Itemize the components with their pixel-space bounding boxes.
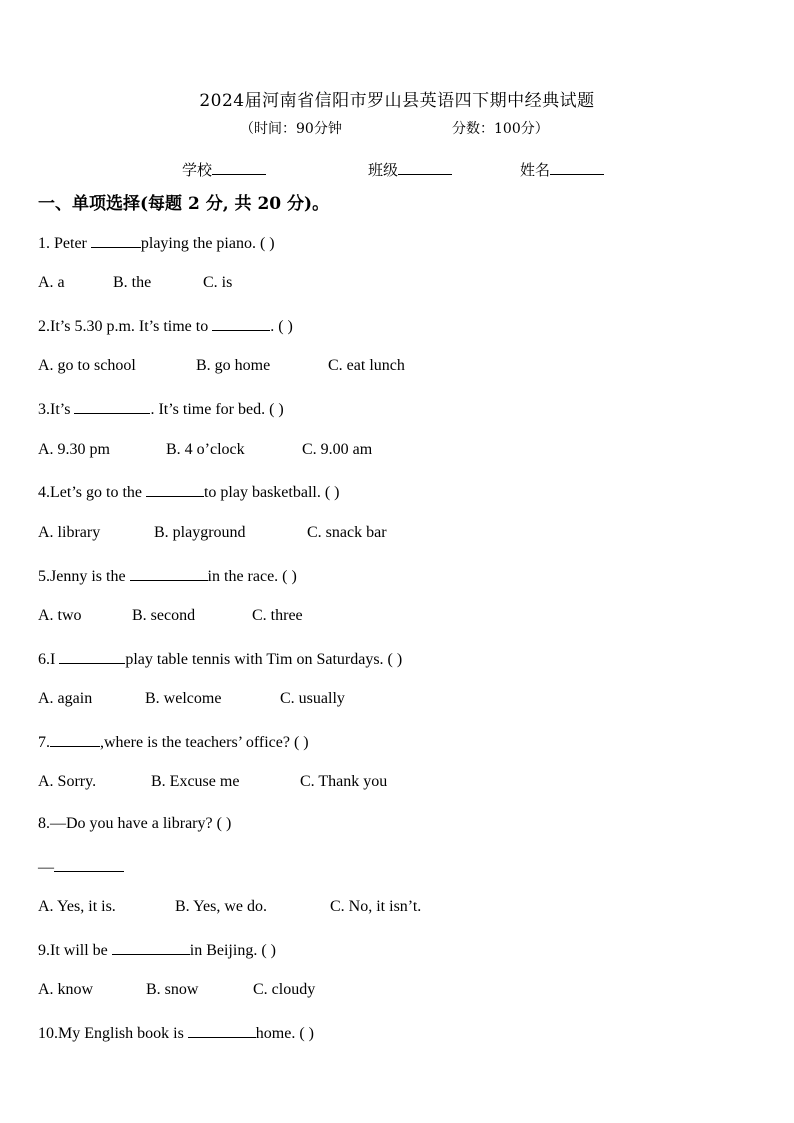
option-c: C. usually bbox=[280, 690, 345, 707]
question-text: to play basketball. ( ) bbox=[203, 484, 340, 501]
question-text: ,where is the teachers’ office? ( ) bbox=[100, 734, 309, 751]
section-title: 一、单项选择(每题 2 分, 共 20 分)。 bbox=[38, 194, 330, 214]
option-a: A. 9.30 pm bbox=[38, 441, 110, 458]
question-9 bbox=[38, 940, 276, 960]
option-c: C. is bbox=[203, 274, 233, 291]
answer-dash: — bbox=[38, 859, 54, 876]
question-text: in Beijing. ( ) bbox=[189, 942, 276, 959]
class-field bbox=[368, 159, 452, 180]
question-10 bbox=[38, 1023, 314, 1043]
name-blank bbox=[550, 160, 604, 175]
option-b: B. Excuse me bbox=[151, 773, 240, 790]
option-a: A. library bbox=[38, 524, 101, 541]
name-field bbox=[520, 159, 604, 180]
option-a: A. know bbox=[38, 981, 94, 998]
school-label: 学校 bbox=[182, 161, 213, 179]
question-2 bbox=[38, 316, 293, 336]
question-6 bbox=[38, 649, 402, 669]
option-b: B. go home bbox=[196, 357, 271, 374]
option-b: B. the bbox=[113, 274, 152, 291]
option-c: C. eat lunch bbox=[328, 357, 405, 374]
option-a: A. go to school bbox=[38, 357, 136, 374]
option-b: B. second bbox=[132, 607, 196, 624]
question-3 bbox=[38, 399, 284, 419]
question-text: home. ( ) bbox=[255, 1025, 314, 1042]
answer-blank bbox=[146, 482, 204, 497]
school-field bbox=[182, 159, 266, 180]
question-text: playing the piano. ( ) bbox=[140, 235, 275, 252]
option-c: C. No, it isn’t. bbox=[330, 898, 422, 915]
question-text: play table tennis with Tim on Saturdays. ( ) bbox=[125, 651, 403, 668]
option-a: A. again bbox=[38, 690, 93, 707]
option-b: B. 4 o’clock bbox=[166, 441, 245, 458]
question-text: 10.My English book is bbox=[38, 1025, 188, 1042]
question-text: 2.It’s 5.30 p.m. It’s time to bbox=[38, 318, 213, 335]
question-text: . ( ) bbox=[270, 318, 293, 335]
answer-blank bbox=[112, 940, 190, 955]
question-7 bbox=[38, 732, 309, 752]
option-c: C. cloudy bbox=[253, 981, 316, 998]
question-1 bbox=[38, 233, 275, 253]
question-text: 3.It’s bbox=[38, 401, 75, 418]
option-c: C. snack bar bbox=[307, 524, 387, 541]
question-text: 4.Let’s go to the bbox=[38, 484, 146, 501]
option-b: B. welcome bbox=[145, 690, 222, 707]
question-text: 6.I bbox=[38, 651, 60, 668]
question-text: 5.Jenny is the bbox=[38, 568, 130, 585]
question-text: 8.—Do you have a library? ( ) bbox=[38, 815, 232, 832]
option-b: B. snow bbox=[146, 981, 199, 998]
exam-time: （时间：90分钟 bbox=[240, 121, 342, 137]
option-a: A. Yes, it is. bbox=[38, 898, 116, 915]
answer-line bbox=[38, 857, 124, 877]
name-label: 姓名 bbox=[520, 161, 551, 179]
question-text: in the race. ( ) bbox=[207, 568, 297, 585]
question-5 bbox=[38, 566, 297, 586]
question-text: 9.It will be bbox=[38, 942, 112, 959]
exam-score: 分数：100分） bbox=[452, 121, 549, 137]
question-4 bbox=[38, 482, 340, 502]
option-b: B. playground bbox=[154, 524, 246, 541]
option-c: C. three bbox=[252, 607, 303, 624]
option-c: C. Thank you bbox=[300, 773, 388, 790]
answer-blank bbox=[50, 732, 100, 747]
answer-blank bbox=[130, 566, 208, 581]
option-c: C. 9.00 am bbox=[302, 441, 373, 458]
answer-blank bbox=[212, 316, 270, 331]
question-text: 7. bbox=[38, 734, 50, 751]
question-text: 1. Peter bbox=[38, 235, 91, 252]
question-text: . It’s time for bed. ( ) bbox=[150, 401, 284, 418]
answer-blank bbox=[59, 649, 125, 664]
answer-blank bbox=[74, 399, 150, 414]
class-label: 班级 bbox=[368, 161, 399, 179]
class-blank bbox=[398, 160, 452, 175]
answer-blank bbox=[188, 1023, 256, 1038]
option-a: A. a bbox=[38, 274, 65, 291]
question-8 bbox=[38, 815, 231, 833]
option-a: A. two bbox=[38, 607, 82, 624]
page-title: 2024届河南省信阳市罗山县英语四下期中经典试题 bbox=[199, 91, 595, 111]
answer-blank bbox=[54, 857, 124, 872]
option-b: B. Yes, we do. bbox=[175, 898, 268, 915]
option-a: A. Sorry. bbox=[38, 773, 97, 790]
answer-blank bbox=[91, 233, 141, 248]
school-blank bbox=[212, 160, 266, 175]
